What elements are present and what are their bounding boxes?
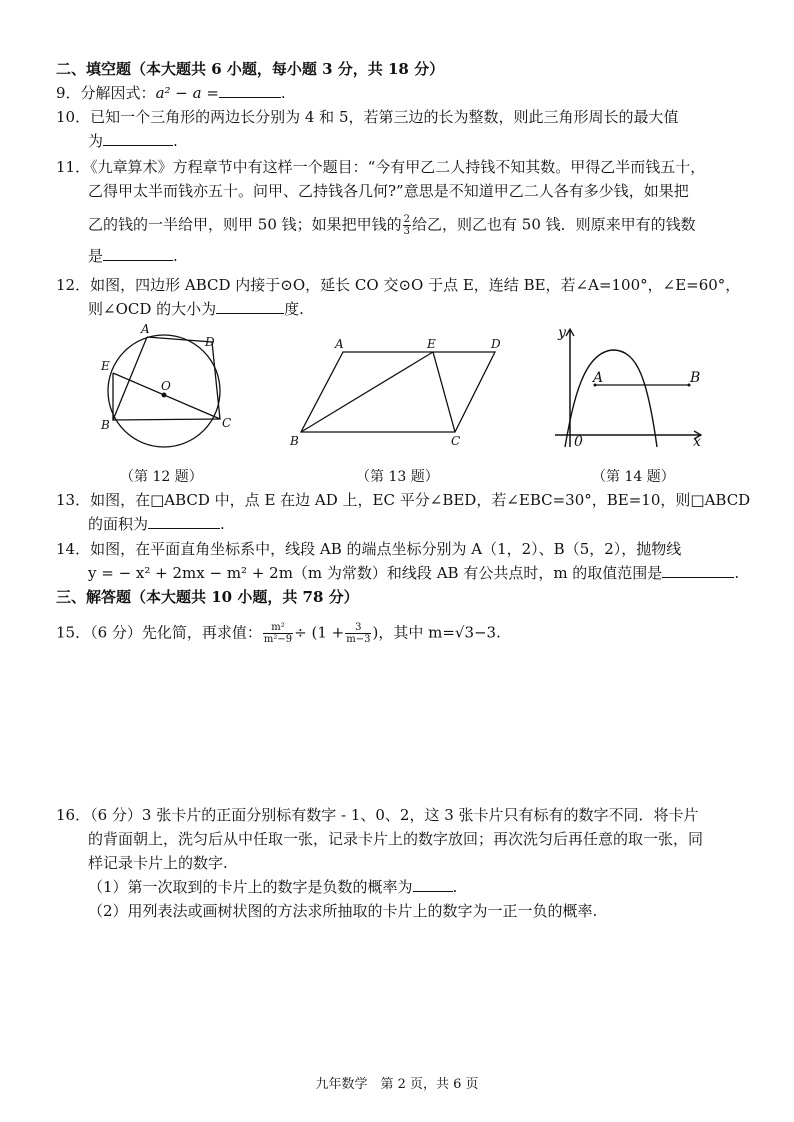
question-16-part-2: （2）用列表法或画树状图的方法求所抽取的卡片上的数字为一正一负的概率. [88, 902, 598, 920]
question-text: 如图，在平面直角坐标系中，线段 AB 的端点坐标分别为 A（1，2）、B（5，2），抛物线 [90, 540, 682, 558]
question-16-part-1 [88, 877, 457, 897]
figure-13-parallelogram [285, 335, 515, 450]
question-10 [56, 107, 679, 127]
question-14-line-2 [88, 563, 739, 583]
period: . [734, 564, 740, 582]
point-label: A [593, 370, 604, 386]
axis-label: y [558, 325, 566, 341]
point-label: C [222, 416, 232, 430]
fraction-numerator: m² [263, 622, 293, 634]
question-text: （1）第一次取到的卡片上的数字是负数的概率为 [88, 878, 413, 896]
point-label: B [290, 434, 299, 448]
question-number: 14． [56, 540, 91, 558]
figure-14-caption: （第 14 题） [592, 469, 675, 485]
question-text: 度. [284, 300, 304, 318]
point-label: A [335, 337, 344, 351]
answer-blank [148, 514, 220, 529]
question-text: 为 [88, 132, 104, 150]
point-label: E [427, 337, 436, 351]
period: . [452, 878, 458, 896]
question-11-line-2: 乙得甲太半而钱亦五十。问甲、乙持钱各几何?”意思是不知道甲乙二人各有多少钱，如果把 [88, 182, 689, 200]
point-label: O [161, 379, 171, 393]
question-11-line-4 [88, 246, 178, 266]
fraction-denominator: 3 [403, 226, 411, 237]
question-text: （6 分）3 张卡片的正面分别标有数字 - 1、0、2，这 3 张卡片只有标有的数字不同．将卡片 [90, 806, 699, 824]
question-12-line-2 [88, 299, 304, 319]
question-number: 16． [56, 806, 91, 824]
period: . [280, 84, 286, 102]
question-number: 12． [56, 276, 91, 294]
question-9 [56, 83, 286, 103]
section-2-heading: 二、填空题（本大题共 6 小题，每小题 3 分，共 18 分） [56, 60, 445, 78]
question-11 [56, 157, 705, 177]
math-expression: a² − a = [155, 84, 219, 102]
period: . [173, 132, 178, 150]
question-text: 分解因式： [80, 84, 156, 102]
fraction-denominator: m²−9 [263, 634, 293, 645]
fraction-numerator: 2 [403, 214, 411, 225]
question-14 [56, 539, 681, 559]
question-13-line-2 [88, 514, 225, 534]
question-number: 13． [56, 491, 91, 509]
question-16 [56, 805, 699, 825]
answer-blank [103, 131, 173, 146]
question-text: y = − x² + 2mx − m² + 2m（m 为常数）和线段 AB 有公共点时，m 的取值范围是 [88, 564, 663, 582]
period: . [173, 247, 178, 265]
section-3-heading: 三、解答题（本大题共 10 小题，共 78 分） [56, 588, 359, 606]
question-10-line-2 [88, 131, 178, 151]
answer-blank [216, 299, 284, 314]
question-number: 11． [56, 158, 91, 176]
question-11-line-3 [88, 214, 696, 237]
question-text: （6 分）先化简，再求值： [90, 623, 262, 642]
answer-blank [103, 246, 173, 261]
figure-12-circle-diagram [95, 322, 245, 462]
question-number: 10． [56, 108, 91, 126]
question-text: 乙的钱的一半给甲，则甲 50 钱；如果把甲钱的 [88, 215, 402, 234]
question-text: 《九章算术》方程章节中有这样一个题目：“今有甲乙二人持钱不知其数。甲得乙半而钱五十， [90, 158, 706, 176]
question-number: 15． [56, 623, 91, 642]
question-number: 9． [56, 84, 81, 102]
question-16-line-2: 的背面朝上，洗匀后从中任取一张，记录卡片上的数字放回；再次洗匀后再任意的取一张，同 [88, 830, 704, 848]
question-text: 如图，在□ABCD 中，点 E 在边 AD 上，EC 平分∠BED，若∠EBC=30°，BE=10，则□ABCD [90, 491, 751, 509]
axis-label: x [693, 434, 701, 450]
figure-14-parabola-graph [553, 322, 713, 452]
math-operator: ÷ (1 + [294, 623, 345, 642]
origin-label: 0 [574, 434, 583, 450]
figure-12-caption: （第 12 题） [120, 469, 203, 485]
point-label: B [101, 418, 110, 432]
question-text: 是 [88, 247, 104, 265]
question-text: 如图，四边形 ABCD 内接于⊙O，延长 CO 交⊙O 于点 E，连结 BE，若∠A=100°，∠E=60°， [90, 276, 741, 294]
point-label: E [101, 359, 110, 373]
point-label: D [205, 335, 215, 349]
fraction [263, 622, 293, 645]
question-text: 已知一个三角形的两边长分别为 4 和 5，若第三边的长为整数，则此三角形周长的最大值 [90, 108, 679, 126]
fraction [345, 622, 371, 645]
question-text: 的面积为 [88, 515, 149, 533]
point-label: A [141, 322, 150, 336]
question-13 [56, 490, 750, 510]
point-label: C [451, 434, 461, 448]
point-label: D [491, 337, 501, 351]
answer-blank [662, 563, 734, 578]
fraction-numerator: 3 [345, 622, 371, 634]
answer-blank [413, 877, 453, 892]
figure-13-caption: （第 13 题） [356, 469, 439, 485]
question-16-line-3: 样记录卡片上的数字. [88, 854, 228, 872]
point-label: B [690, 370, 701, 386]
question-text: 则∠OCD 的大小为 [88, 300, 217, 318]
fraction-denominator: m−3 [346, 634, 371, 645]
question-text: )，其中 m=√3−3. [372, 623, 501, 642]
question-text: 给乙，则乙也有 50 钱．则原来甲有的钱数 [412, 215, 696, 234]
page-footer: 九年数学 第 2 页，共 6 页 [315, 1077, 479, 1092]
answer-blank [219, 83, 281, 98]
question-12 [56, 275, 740, 295]
period: . [220, 515, 225, 533]
question-15 [56, 622, 501, 645]
fraction [403, 214, 411, 237]
